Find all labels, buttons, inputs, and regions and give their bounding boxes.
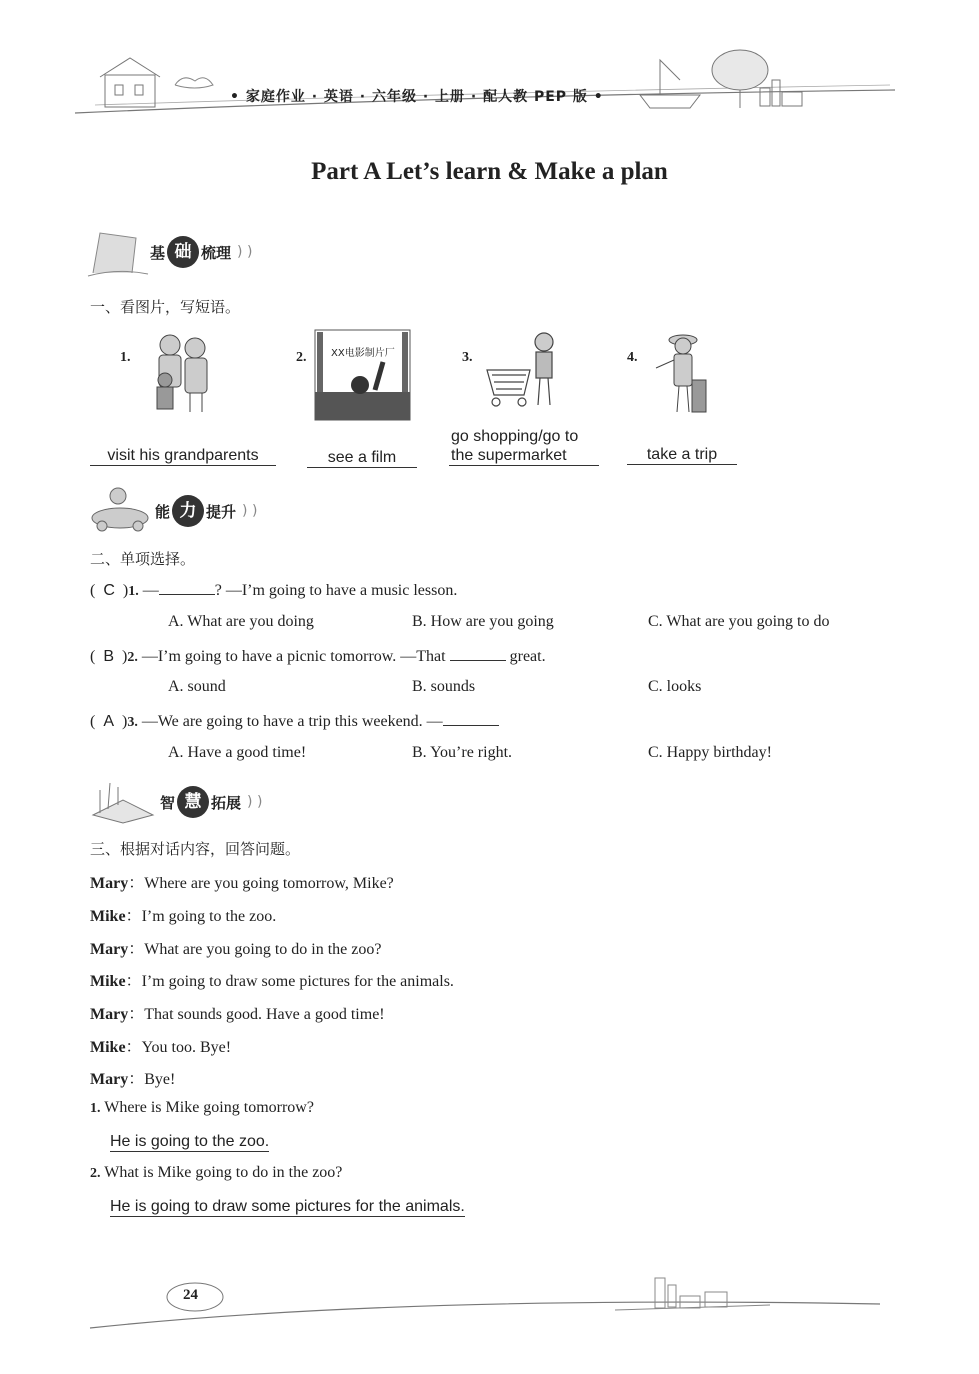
grandparents-picture	[145, 330, 220, 420]
reading-answer-2: He is going to draw some pictures for the animals.	[110, 1198, 465, 1215]
q3-option-a: A. Have a good time!	[168, 744, 307, 761]
q2-option-b: B. sounds	[412, 678, 476, 695]
dialogue-line: Mike：You too. Bye!	[90, 1039, 232, 1056]
q2-blank	[450, 646, 506, 661]
banner-basics: 基 础 梳理 ) )	[150, 236, 252, 268]
house-icon	[100, 58, 160, 107]
q3-blank	[443, 711, 499, 726]
dialogue-line: Mary：That sounds good. Have a good time!	[90, 1006, 385, 1023]
q1-option-c: C. What are you going to do	[648, 613, 830, 630]
dialogue-line: Mike：I’m going to draw some pictures for the animals.	[90, 973, 454, 990]
dialogue-line: Mary：What are you going to do in the zoo?	[90, 941, 382, 958]
trip-picture	[650, 330, 715, 420]
page-number: 24	[183, 1287, 198, 1303]
q1-blank	[159, 580, 215, 595]
page-title: Part A Let’s learn & Make a plan	[311, 158, 668, 185]
banner-wisdom: 智 慧 拓展 ) )	[160, 786, 262, 818]
item1-number: 1.	[120, 350, 131, 365]
reading-question-1: 1. Where is Mike going tomorrow?	[90, 1099, 314, 1116]
shopping-picture	[482, 330, 562, 415]
q2-answer: B	[103, 648, 114, 665]
banner-3-decoration	[88, 775, 158, 825]
banner-ability: 能 力 提升 ) )	[155, 495, 257, 527]
item3-number: 3.	[462, 350, 473, 365]
dialogue-line: Mary：Bye!	[90, 1071, 176, 1088]
q3-option-b: B. You’re right.	[412, 744, 513, 761]
q3-option-c: C. Happy birthday!	[648, 744, 772, 761]
q2-option-a: A. sound	[168, 678, 226, 695]
city-icon	[760, 80, 802, 106]
cinema-picture	[315, 330, 410, 420]
item3-answer-line2: the supermarket	[449, 447, 599, 466]
item4-answer: take a trip	[627, 446, 737, 465]
item3-answer-line1: go shopping/go to	[451, 428, 579, 445]
question-3: ( A )3. —We are going to have a trip this weekend. —	[90, 711, 499, 731]
question-1: ( C )1. — ? —I’m going to have a music lesson.	[90, 582, 458, 599]
cloud-icon	[175, 78, 213, 88]
dialogue-line: Mary：Where are you going tomorrow, Mike?	[90, 875, 394, 892]
q2-option-c: C. looks	[648, 678, 702, 695]
header-decoration	[0, 0, 979, 130]
item2-number: 2.	[296, 350, 307, 365]
footer-decoration	[0, 1260, 979, 1340]
cinema-sign: XX电影制片厂	[331, 348, 395, 359]
q3-answer: A	[103, 713, 114, 730]
q1-option-a: A. What are you doing	[168, 613, 314, 630]
item2-answer: see a film	[307, 449, 417, 468]
section2-heading: 二、单项选择。	[90, 550, 196, 568]
banner-1-decoration	[88, 228, 148, 278]
reading-question-2: 2. What is Mike going to do in the zoo?	[90, 1164, 343, 1181]
banner-2-decoration	[88, 482, 153, 532]
item4-number: 4.	[627, 350, 638, 365]
dialogue-line: Mike：I’m going to the zoo.	[90, 908, 277, 925]
header-text: • 家庭作业 · 英语 · 六年级 · 上册 · 配人教 PEP 版 •	[230, 89, 604, 105]
item1-answer: visit his grandparents	[90, 447, 276, 466]
section1-heading: 一、看图片，写短语。	[90, 298, 241, 316]
question-2: ( B )2. —I’m going to have a picnic tomorrow. —That great.	[90, 648, 546, 665]
reading-answer-1: He is going to the zoo.	[110, 1133, 270, 1150]
boat-icon	[640, 60, 700, 108]
q1-answer: C	[103, 582, 115, 599]
section3-heading: 三、根据对话内容，回答问题。	[90, 840, 301, 858]
q1-option-b: B. How are you going	[412, 613, 554, 630]
